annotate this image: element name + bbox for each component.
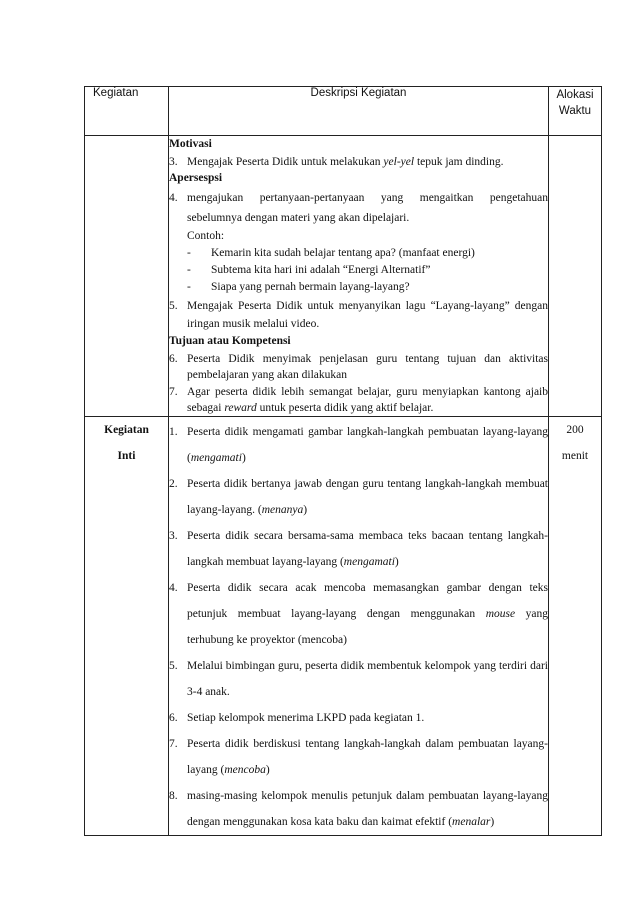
apersepsi-title: Apersespsi xyxy=(169,172,223,184)
tujuan-title: Tujuan atau Kompetensi xyxy=(169,335,291,347)
header-deskripsi: Deskripsi Kegiatan xyxy=(169,87,549,136)
motivasi-title: Motivasi xyxy=(169,138,212,150)
cell-alokasi-inti: 200 menit xyxy=(549,417,602,836)
list-item: 6. Peserta Didik menyimak penjelasan guru tentang tujuan dan aktivitas pembelajaran yang akan dilakukan xyxy=(169,353,548,381)
cell-alokasi-empty xyxy=(549,136,602,417)
list-item: 7. Agar peserta didik lebih semangat belajar, guru menyiapkan kantong ajaib sebagai reward untuk peserta didik yang aktif belajar. xyxy=(169,386,548,414)
cell-deskripsi-inti xyxy=(169,417,549,836)
header-kegiatan: Kegiatan xyxy=(85,87,169,136)
cell-kegiatan-empty xyxy=(85,136,169,417)
list-item: 6. Setiap kelompok menerima LKPD pada kegiatan 1. xyxy=(169,712,425,724)
table-row-inti xyxy=(85,417,602,836)
list-item: 5. Melalui bimbingan guru, peserta didik membentuk kelompok yang terdiri dari 3-4 anak. xyxy=(169,660,548,698)
list-item: 7. Peserta didik berdiskusi tentang langkah-langkah dalam pembuatan layang-layang (mencoba) xyxy=(169,738,548,776)
table-row-pendahuluan xyxy=(85,136,602,417)
cell-deskripsi-pendahuluan xyxy=(169,136,549,417)
list-item: - Subtema kita hari ini adalah “Energi Alternatif” xyxy=(187,264,431,276)
cell-kegiatan-inti: Kegiatan Inti xyxy=(85,417,169,836)
table-header-row xyxy=(85,87,602,136)
list-item: 4. Peserta didik secara acak mencoba memasangkan gambar dengan teks petunjuk membuat layang-layang dengan menggunakan mouse yang terhubung ke proyektor (mencoba) xyxy=(169,582,548,646)
list-item: 4. mengajukan pertanyaan-pertanyaan yang mengaitkan pengetahuan sebelumnya dengan materi yang akan dipelajari. xyxy=(169,192,548,224)
list-item: 1. Peserta didik mengamati gambar langkah-langkah pembuatan layang-layang (mengamati) xyxy=(169,426,548,464)
list-item: - Siapa yang pernah bermain layang-layang? xyxy=(187,281,410,293)
kegiatan-table xyxy=(84,86,602,836)
list-item: 3. Peserta didik secara bersama-sama membaca teks bacaan tentang langkah-langkah membuat layang-layang (mengamati) xyxy=(169,530,548,568)
header-alokasi xyxy=(549,87,602,136)
header-alokasi-line2: Waktu xyxy=(558,105,592,117)
list-item: 2. Peserta didik bertanya jawab dengan guru tentang langkah-langkah membuat layang-layang. (menanya) xyxy=(169,478,548,516)
list-item: 3. Mengajak Peserta Didik untuk melakukan yel-yel tepuk jam dinding. xyxy=(169,156,504,168)
list-item: - Kemarin kita sudah belajar tentang apa? (manfaat energi) xyxy=(187,247,475,259)
list-item: 5. Mengajak Peserta Didik untuk menyanyikan lagu “Layang-layang” dengan iringan musik melalui video. xyxy=(169,300,548,330)
contoh-label: Contoh: xyxy=(187,230,225,242)
header-alokasi-line1: Alokasi xyxy=(556,89,594,101)
list-item: 8. masing-masing kelompok menulis petunjuk dalam pembuatan layang-layang dengan menggunakan kosa kata baku dan kaimat efektif (menalar) xyxy=(169,790,548,828)
